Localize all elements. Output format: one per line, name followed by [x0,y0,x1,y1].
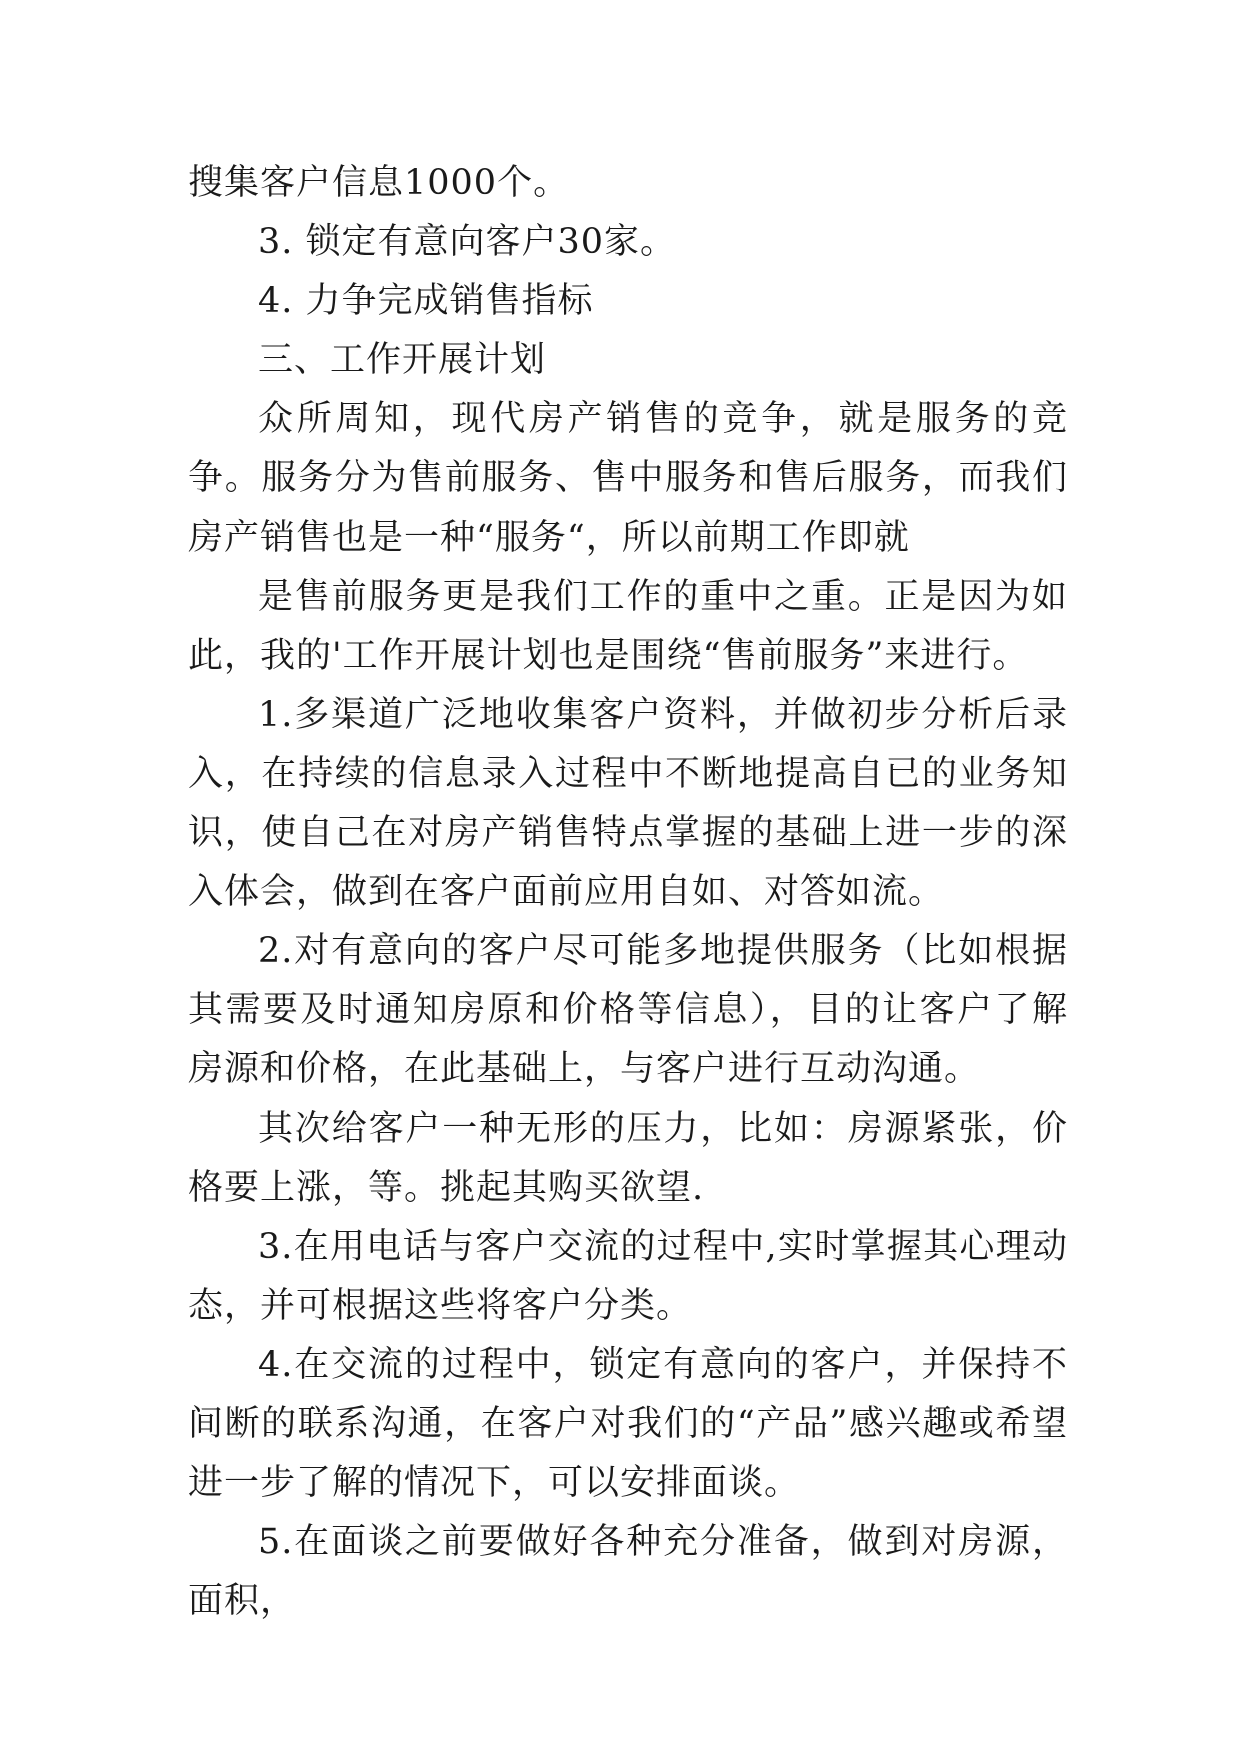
paragraph-11: 4.在交流的过程中，锁定有意向的客户，并保持不间断的联系沟通，在客户对我们的“产品”感兴趣或希望进一步了解的情况下，可以安排面谈。 [188,1344,1068,1504]
paragraph-6: 是售前服务更是我们工作的重中之重。正是因为如此，我的'工作开展计划也是围绕“售前服务”来进行。 [188,576,1068,676]
paragraph-12: 5.在面谈之前要做好各种充分准备，做到对房源，面积， [188,1522,1068,1622]
paragraph-8: 2.对有意向的客户尽可能多地提供服务（比如根据其需要及时通知房原和价格等信息），目的让客户了解房源和价格，在此基础上，与客户进行互动沟通。 [188,931,1068,1090]
paragraph-3: 4. 力争完成销售指标 [258,281,594,322]
paragraph-5: 众所周知，现代房产销售的竞争，就是服务的竞争。服务分为售前服务、售中服务和售后服务，而我们房产销售也是一种“服务“，所以前期工作即就 [188,399,1068,558]
paragraph-2: 3. 锁定有意向客户30家。 [258,222,677,263]
paragraph-9: 其次给客户一种无形的压力，比如：房源紧张，价格要上涨，等。挑起其购买欲望. [188,1108,1068,1208]
section-heading: 三、工作开展计划 [258,340,547,381]
paragraph-10: 3.在用电话与客户交流的过程中,实时掌握其心理动态，并可根据这些将客户分类。 [188,1226,1068,1326]
paragraph-1: 搜集客户信息1000个。 [188,163,570,203]
paragraph-7: 1.多渠道广泛地收集客户资料，并做初步分析后录入，在持续的信息录入过程中不断地提高自已的业务知识，使自己在对房产销售特点掌握的基础上进一步的深入体会，做到在客户面前应用自如、对答如流。 [188,694,1068,913]
body-text [188,154,1068,1631]
